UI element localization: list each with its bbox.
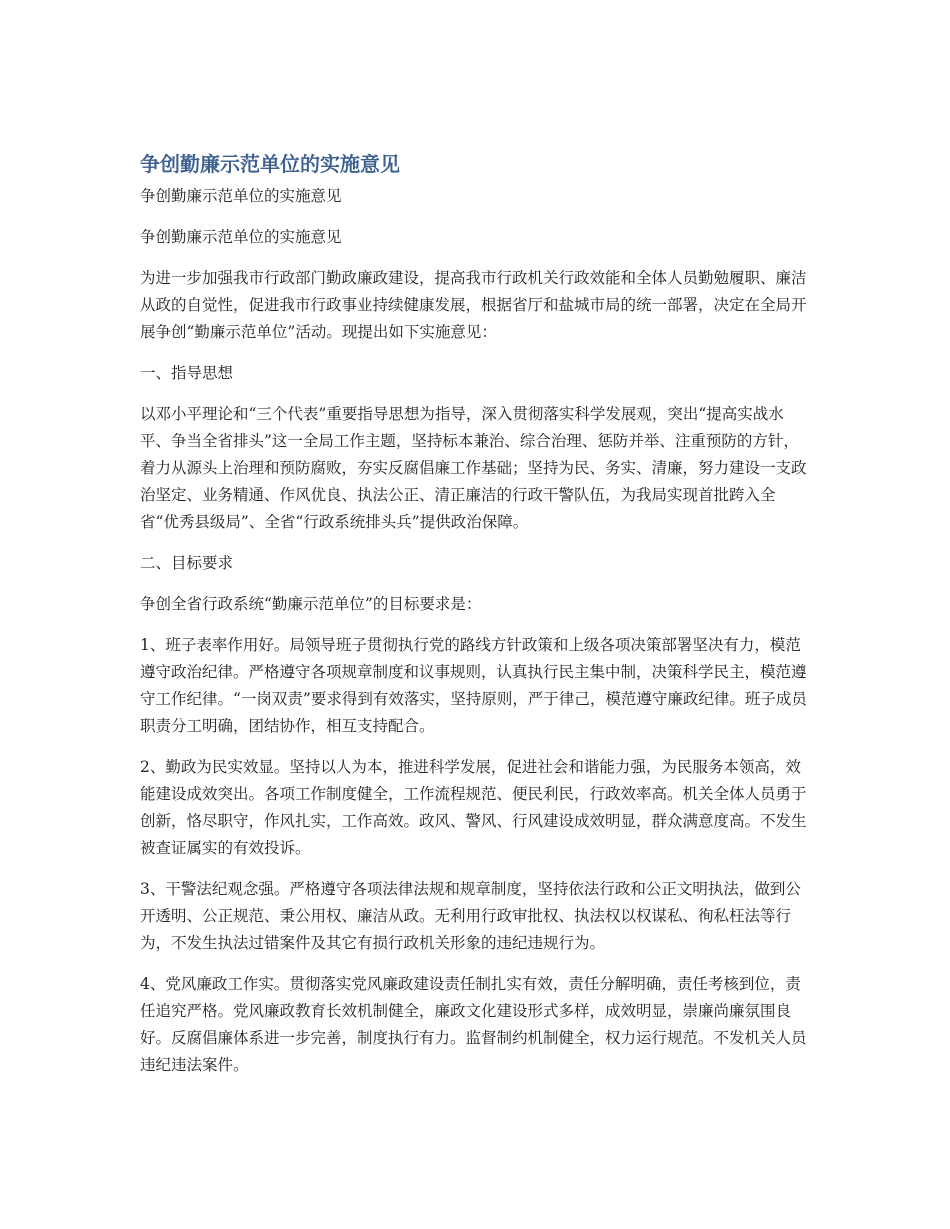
section-heading-goals: 二、目标要求: [140, 554, 234, 572]
document-title: 争创勤廉示范单位的实施意见: [140, 152, 400, 176]
subtitle-line: 争创勤廉示范单位的实施意见: [140, 187, 342, 205]
goal-item-3: 3、干警法纪观念强。严格遵守各项法律法规和规章制度，坚持依法行政和公正文明执法，做到公开透明、公正规范、秉公用权、廉洁从政。无利用行政审批权、执法权以权谋私、徇私枉法等行为，不发生执法过错案件及其它有损行政机关形象的违纪违规行为。: [140, 880, 801, 952]
section-heading-guiding-ideology: 一、指导思想: [140, 364, 234, 382]
goal-item-2: 2、勤政为民实效显。坚持以人为本，推进科学发展，促进社会和谐能力强，为民服务本领高，效能建设成效突出。各项工作制度健全，工作流程规范、便民利民，行政效率高。机关全体人员勇于创新，恪尽职守，作风扎实，工作高效。政风、警风、行风建设成效明显，群众满意度高。不发生被查证属实的有效投诉。: [140, 758, 807, 857]
subtitle-line: 争创勤廉示范单位的实施意见: [140, 228, 342, 246]
goal-item-1: 1、班子表率作用好。局领导班子贯彻执行党的路线方针政策和上级各项决策部署坚决有力，模范遵守政治纪律。严格遵守各项规章制度和议事规则，认真执行民主集中制，决策科学民主，模范遵守工作纪律。“一岗双责”要求得到有效落实，坚持原则，严于律己，模范遵守廉政纪律。班子成员职责分工明确，团结协作，相互支持配合。: [140, 636, 807, 735]
guiding-ideology-paragraph: 以邓小平理论和“三个代表”重要指导思想为指导，深入贯彻落实科学发展观，突出“提高实战水平、争当全省排头”这一全局工作主题，坚持标本兼治、综合治理、惩防并举、注重预防的方针，着力从源头上治理和预防腐败，夯实反腐倡廉工作基础；坚持为民、务实、清廉，努力建设一支政治坚定、业务精通、作风优良、执法公正、清正廉洁的行政干警队伍，为我局实现首批跨入全省“优秀县级局”、全省“行政系统排头兵”提供政治保障。: [140, 405, 807, 531]
document-page: [140, 148, 812, 1093]
goals-intro-paragraph: 争创全省行政系统“勤廉示范单位”的目标要求是：: [140, 595, 482, 613]
intro-paragraph: 为进一步加强我市行政部门勤政廉政建设，提高我市行政机关行政效能和全体人员勤勉履职、廉洁从政的自觉性，促进我市行政事业持续健康发展，根据省厅和盐城市局的统一部署，决定在全局开展争创“勤廉示范单位”活动。现提出如下实施意见：: [140, 269, 807, 341]
goal-item-4: 4、党风廉政工作实。贯彻落实党风廉政建设责任制扎实有效，责任分解明确，责任考核到位，责任追究严格。党风廉政教育长效机制健全，廉政文化建设形式多样，成效明显，崇廉尚廉氛围良好。反腐倡廉体系进一步完善，制度执行有力。监督制约机制健全，权力运行规范。不发机关人员违纪违法案件。: [140, 975, 807, 1074]
